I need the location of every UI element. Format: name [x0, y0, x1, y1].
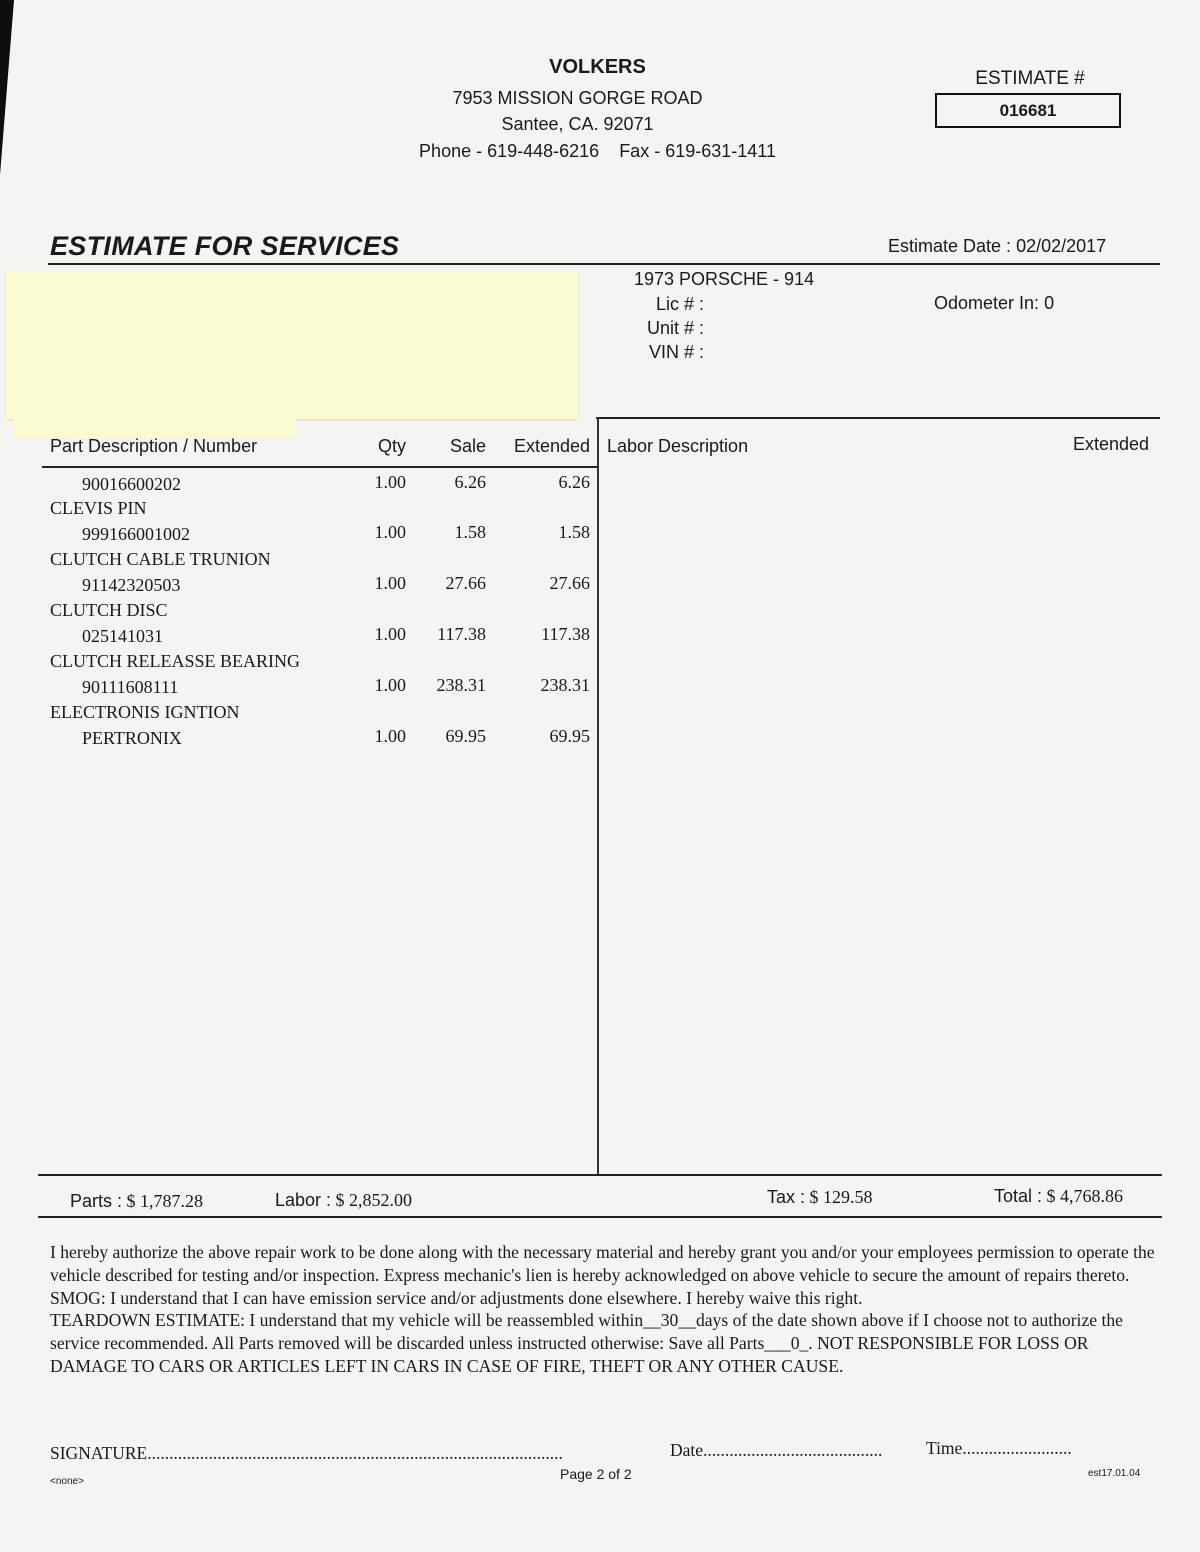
signature-line: SIGNATURE...............................................................................................	[50, 1443, 563, 1463]
part-extended: 117.38	[541, 624, 590, 644]
document-title: ESTIMATE FOR SERVICES	[50, 231, 400, 261]
odometer-label: Odometer In:	[934, 293, 1040, 313]
part-sale: 1.58	[454, 522, 486, 542]
part-description: ELECTRONIS IGNTION	[50, 702, 240, 722]
tax-label: Tax :	[767, 1187, 806, 1207]
date-line: Date.........................................	[670, 1440, 883, 1460]
part-description: CLUTCH CABLE TRUNION	[50, 549, 271, 569]
vehicle-description: 1973 PORSCHE - 914	[634, 269, 815, 289]
part-sale: 238.31	[436, 675, 486, 695]
company-name: VOLKERS	[549, 56, 646, 78]
parts-total-value: $ 1,787.28	[126, 1191, 203, 1211]
parts-total	[70, 1191, 203, 1212]
part-qty: 1.00	[374, 522, 406, 542]
redaction-sticky-note	[6, 271, 578, 419]
teardown-paragraph: TEARDOWN ESTIMATE: I understand that my vehicle will be reassembled within__30__days of the date shown above if I choose not to authorize the service recommended. All Parts removed will be discarded unless instructed otherwise: Save all Parts___0_. NOT RESPONSIBLE FOR LOSS OR DAMAGE TO CARS OR ARTICLES LEFT IN CARS IN CASE OF FIRE, THEFT OR ANY OTHER CAUSE.	[50, 1310, 1123, 1376]
estimate-date	[888, 236, 1106, 257]
parts-total-label: Parts :	[70, 1191, 123, 1211]
part-qty: 1.00	[374, 472, 406, 492]
company-city: Santee, CA. 92071	[501, 114, 654, 134]
odometer	[934, 293, 1054, 314]
part-qty: 1.00	[374, 675, 406, 695]
vin-label: VIN # :	[648, 342, 704, 362]
part-number: 90111608111	[82, 677, 179, 697]
part-number: 90016600202	[82, 474, 181, 494]
labor-total	[275, 1190, 412, 1211]
part-extended: 27.66	[549, 573, 590, 593]
footer-left: <none>	[50, 1476, 84, 1487]
company-contact: Phone - 619-448-6216 Fax - 619-631-1411	[419, 141, 776, 161]
part-extended: 69.95	[549, 726, 590, 746]
part-extended: 1.58	[558, 522, 590, 542]
parts-header-rule	[42, 466, 598, 468]
form-code: est17.01.04	[1088, 1468, 1141, 1479]
parts-description-header: Part Description / Number	[50, 436, 258, 456]
header-rule	[48, 263, 1160, 265]
labor-description-header: Labor Description	[607, 436, 749, 456]
page-number: Page 2 of 2	[560, 1466, 632, 1482]
extended-header: Extended	[513, 436, 590, 456]
part-number: 91142320503	[82, 575, 181, 595]
estimate-number: 016681	[935, 93, 1121, 128]
part-sale: 6.26	[454, 472, 486, 492]
estimate-number-label: ESTIMATE #	[975, 68, 1085, 89]
company-address: 7953 MISSION GORGE ROAD	[452, 88, 703, 108]
unit-label: Unit # :	[646, 318, 704, 338]
grand-total-label: Total :	[994, 1186, 1043, 1206]
labor-total-value: $ 2,852.00	[335, 1190, 412, 1210]
grand-total	[994, 1186, 1123, 1207]
tax-value: $ 129.58	[809, 1187, 873, 1207]
estimate-date-label: Estimate Date :	[888, 236, 1012, 256]
sale-header: Sale	[449, 436, 486, 456]
grand-total-value: $ 4,768.86	[1046, 1186, 1123, 1206]
part-number: 999166001002	[82, 524, 190, 544]
part-number: 025141031	[82, 626, 163, 646]
totals-top-rule	[38, 1174, 1162, 1176]
part-sale: 117.38	[437, 624, 486, 644]
labor-total-label: Labor :	[275, 1190, 332, 1210]
column-divider	[597, 417, 599, 1174]
part-sale: 69.95	[445, 726, 486, 746]
part-description: CLUTCH RELEASSE BEARING	[50, 651, 301, 671]
terms-text	[50, 1241, 1160, 1378]
part-extended: 6.26	[558, 472, 590, 492]
totals-bottom-rule	[38, 1216, 1162, 1218]
part-sale: 27.66	[445, 573, 486, 593]
labor-extended-header: Extended	[1072, 434, 1149, 454]
part-extended: 238.31	[540, 675, 590, 695]
table-top-rule	[596, 417, 1160, 419]
redaction-sticky-note-tab	[14, 400, 296, 438]
authorization-paragraph: I hereby authorize the above repair work to be done along with the necessary material and hereby grant you and/or your employees permission to operate the vehicle described for testing and/or inspection. Express mechanic's lien is hereby acknowledged on above vehicle to secure the amount of repairs thereto. SMOG: I understand that I can have emission service and/or adjustments done elsewhere. I hereby waive this right.	[50, 1242, 1155, 1308]
part-qty: 1.00	[374, 573, 406, 593]
part-number: PERTRONIX	[82, 728, 182, 748]
part-description: CLEVIS PIN	[50, 498, 147, 518]
part-description: CLUTCH DISC	[50, 600, 168, 620]
part-qty: 1.00	[374, 726, 406, 746]
part-qty: 1.00	[374, 624, 406, 644]
estimate-date-value: 02/02/2017	[1016, 236, 1107, 256]
tax-total	[767, 1187, 872, 1208]
time-line: Time.........................	[926, 1438, 1072, 1458]
odometer-value: 0	[1044, 293, 1055, 313]
qty-header: Qty	[377, 436, 406, 456]
lic-label: Lic # :	[655, 294, 704, 314]
